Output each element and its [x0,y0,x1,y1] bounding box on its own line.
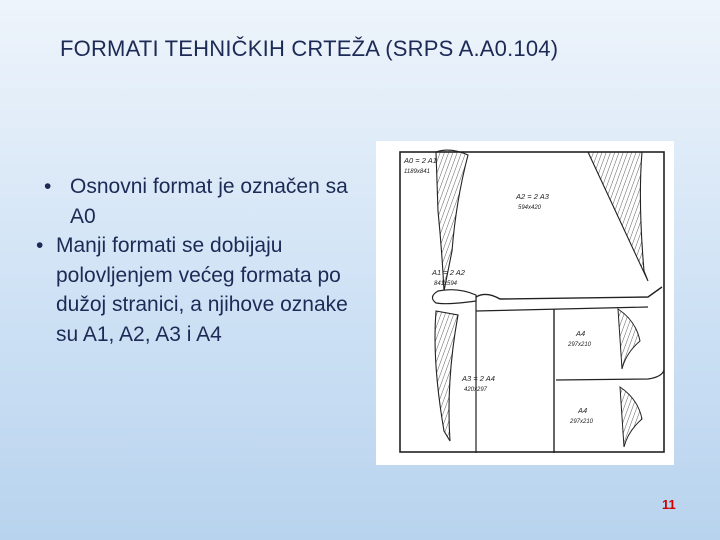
label-a4-top: A4 [576,329,586,338]
paper-formats-drawing [376,141,674,465]
bullet-list [36,172,374,349]
label-a0: A0 = 2 A1 [404,156,437,165]
label-a3: A3 = 2 A4 [462,374,495,383]
bullet-text: Manji formati se dobijaju polovljenjem većeg formata po dužoj stranici, a njihove oznake su A1, A2, A3 i A4 [56,234,348,346]
dims-a3: 420x297 [464,387,488,393]
dims-a4-bottom: 297x210 [570,419,594,425]
label-a2: A2 = 2 A3 [516,192,549,201]
label-a1: A1 = 2 A2 [432,268,465,277]
page-number: 11 [662,497,676,512]
dims-a2: 594x420 [518,205,542,211]
dims-a0: 1189x841 [404,169,430,175]
bullet-text: Osnovni format je označen sa A0 [70,175,348,228]
paper-formats-diagram [376,141,674,465]
bullet-item [44,172,374,231]
bullet-marker: • [36,234,44,257]
bullet-item [36,231,374,349]
dims-a4-top: 297x210 [568,342,592,348]
dims-a1: 841x594 [434,281,458,287]
bullet-marker: • [44,175,52,198]
slide-title: FORMATI TEHNIČKIH CRTEŽA (SRPS A.A0.104) [60,36,559,61]
label-a4-bottom: A4 [578,406,588,415]
